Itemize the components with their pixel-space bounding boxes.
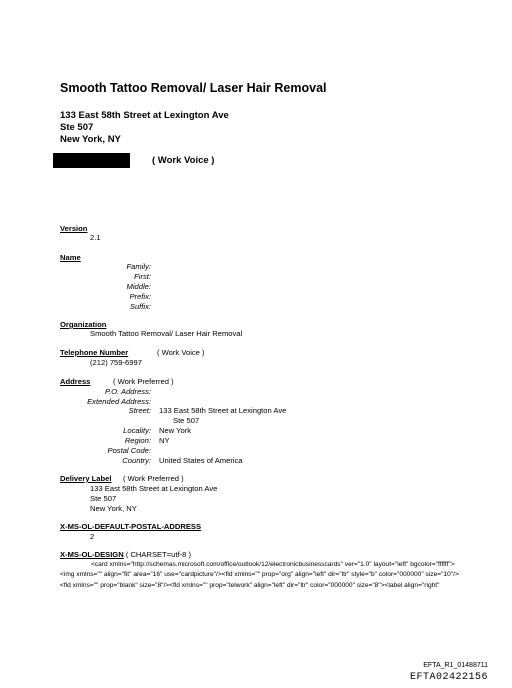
address-street-value: 133 East 58th Street at Lexington Ave bbox=[159, 406, 287, 415]
address-po-field: P.O. Address: bbox=[104, 387, 151, 396]
postal-default-label: X-MS-OL-DEFAULT-POSTAL-ADDRESS bbox=[60, 522, 202, 531]
organization-label: Organization bbox=[60, 320, 107, 329]
document-title: Smooth Tattoo Removal/ Laser Hair Removal bbox=[60, 81, 327, 95]
footer-reference: EFTA_R1_01488711 bbox=[423, 662, 488, 669]
address-region-field: Region: bbox=[124, 436, 151, 445]
delivery-line-2: Ste 507 bbox=[90, 494, 117, 503]
organization-value: Smooth Tattoo Removal/ Laser Hair Removal bbox=[90, 329, 243, 338]
name-suffix-field: Suffix: bbox=[129, 302, 151, 311]
header-city: New York, NY bbox=[60, 134, 121, 145]
telephone-value: (212) 759-6997 bbox=[90, 358, 142, 367]
footer-document-id: EFTA02422156 bbox=[409, 672, 488, 683]
address-label: Address bbox=[60, 377, 91, 386]
address-country-field: Country: bbox=[122, 456, 151, 465]
telephone-type: ( Work Voice ) bbox=[157, 348, 205, 357]
design-charset: ( CHARSET=utf-8 ) bbox=[123, 550, 192, 559]
design-xml-content: <card xmlns="http://schemas.microsoft.com/office/outlook/12/electronicbusinesscards" ver="1.0" layout="left" bgcolor="ffffff"><img xmlns="" align="fit" area="16" use="cardpicture"/><fld xmlns="" prop="org" align="left" dir="ltr" style="b" color="000000" size="10"/><fld xmlns="" prop="blank" size="8"/><fld xmlns="" prop="telwork" align="left" dir="ltr" color="000000" size="8"><label align="right" bbox=[60, 561, 459, 589]
name-first-field: First: bbox=[134, 272, 151, 281]
design-label: X-MS-OL-DESIGN bbox=[60, 550, 124, 559]
delivery-type: ( Work Preferred ) bbox=[123, 474, 184, 483]
design-heading bbox=[60, 550, 191, 559]
header-phone-type: ( Work Voice ) bbox=[152, 155, 215, 166]
header-suite: Ste 507 bbox=[60, 122, 94, 133]
address-locality-value: New York bbox=[159, 426, 192, 435]
telephone-label: Telephone Number bbox=[60, 348, 129, 357]
name-family-field: Family: bbox=[126, 262, 151, 271]
address-type: ( Work Preferred ) bbox=[113, 377, 174, 386]
name-label: Name bbox=[60, 253, 81, 262]
header-street: 133 East 58th Street at Lexington Ave bbox=[60, 110, 229, 121]
address-locality-field: Locality: bbox=[123, 426, 151, 435]
design-xml-text bbox=[60, 560, 460, 591]
name-prefix-field: Prefix: bbox=[129, 292, 151, 301]
address-country-value: United States of America bbox=[159, 456, 243, 465]
delivery-label: Delivery Label bbox=[60, 474, 112, 483]
address-postal-field: Postal Code: bbox=[107, 446, 151, 455]
version-label: Version bbox=[60, 224, 88, 233]
address-street-field: Street: bbox=[128, 406, 151, 415]
version-value: 2.1 bbox=[90, 233, 101, 242]
delivery-line-1: 133 East 58th Street at Lexington Ave bbox=[90, 484, 218, 493]
address-extended-field: Extended Address: bbox=[87, 397, 151, 406]
name-middle-field: Middle: bbox=[126, 282, 151, 291]
address-suite-value: Ste 507 bbox=[173, 416, 200, 425]
address-region-value: NY bbox=[159, 436, 170, 445]
delivery-line-3: New York, NY bbox=[90, 504, 137, 513]
postal-default-value: 2 bbox=[90, 532, 95, 541]
redaction-box bbox=[53, 153, 130, 168]
